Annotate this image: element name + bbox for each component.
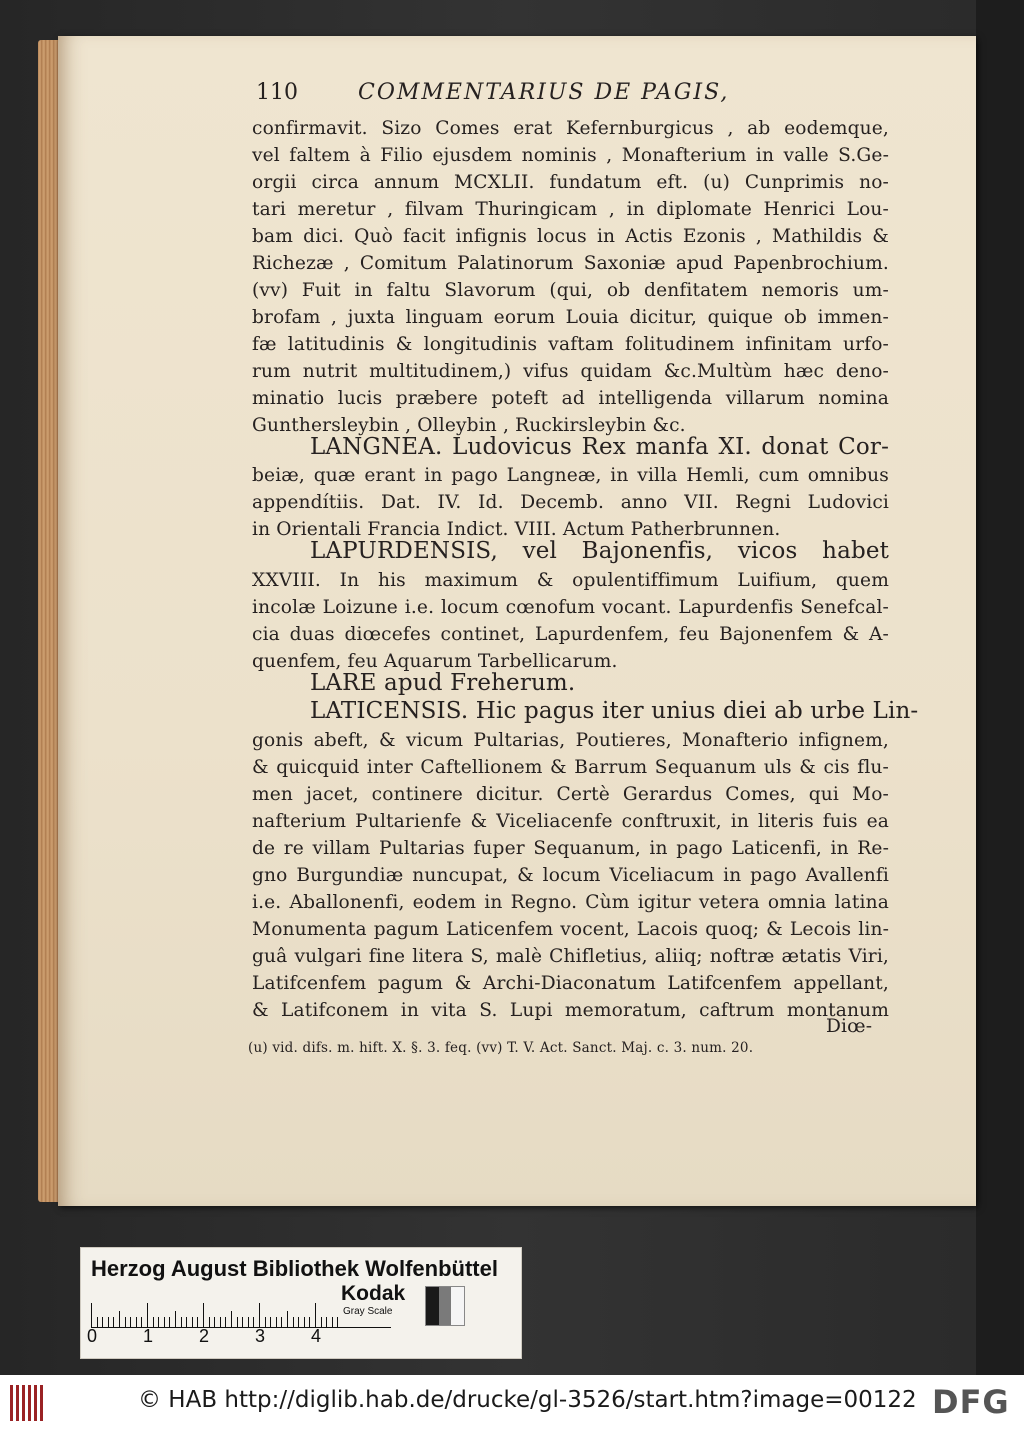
ruler-tick [293, 1317, 294, 1327]
text-line: in Orientali Francia Indict. VIII. Actum Patherbrunnen. [252, 519, 781, 540]
gray-scale-patch [425, 1286, 465, 1326]
kodak-logo: Kodak [341, 1282, 406, 1305]
ruler-tick [220, 1317, 221, 1327]
ruler-tick [242, 1317, 243, 1327]
footnotes: (u) vid. difs. m. hift. X. §. 3. feq. (vv) T. V. Act. Sanct. Maj. c. 3. num. 20. [248, 1040, 754, 1056]
scale-ruler-card [80, 1247, 522, 1359]
text-line: Latifcenfem pagum & Archi-Diaconatum Latifcenfem appellant, [252, 973, 889, 994]
footer-bar [0, 1375, 1024, 1430]
text-line: tari meretur , filvam Thuringicam , in diplomate Henrici Lou- [252, 199, 889, 220]
entry-langnea: LANGNEA. Ludovicus Rex manfa XI. donat Cor- [310, 434, 889, 460]
ruler-tick [125, 1317, 126, 1327]
text-line: i.e. Aballonenfi, eodem in Regno. Cùm igitur vetera omnia latina [252, 892, 889, 913]
ruler-tick [102, 1317, 103, 1327]
scale-number: 1 [143, 1326, 154, 1346]
ruler-tick [147, 1303, 148, 1327]
text-line: cia duas diœcefes continet, Lapurdenfem, feu Bajonenfem & A- [252, 624, 889, 645]
ruler-tick [237, 1317, 238, 1327]
text-line: Richezæ , Comitum Palatinorum Saxoniæ apud Papenbrochium. [252, 253, 889, 274]
ruler-tick [248, 1317, 249, 1327]
text-line: de re villam Pultarias fuper Sequanum, in pago Laticenfi, in Re- [252, 838, 889, 859]
text-line: XXVIII. In his maximum & opulentiffimum Luifium, quem [252, 570, 889, 591]
scale-number: 3 [255, 1326, 266, 1346]
text-line: beiæ, quæ erant in pago Langneæ, in villa Hemli, cum omnibus [252, 465, 889, 486]
running-title: COMMENTARIUS DE PAGIS, [358, 80, 730, 105]
ruler-tick [337, 1317, 338, 1327]
ruler-tick [214, 1317, 215, 1327]
ruler-tick [203, 1303, 204, 1327]
ruler-tick [136, 1317, 137, 1327]
ruler-tick [158, 1317, 159, 1327]
text-line: rum nutrit multitudinem,) vifus quidam &c.Multùm hæc deno- [252, 361, 889, 382]
ruler-tick [332, 1317, 333, 1327]
text-line: & quicquid inter Caftellionem & Barrum Sequanum uls & cis flu- [252, 757, 889, 778]
hab-logo-icon [10, 1385, 46, 1421]
ruler-tick [315, 1303, 316, 1327]
ruler-tick [186, 1317, 187, 1327]
ruler-tick [181, 1317, 182, 1327]
text-line: & Latifconem in vita S. Lupi memoratum, caftrum montanum [252, 1000, 889, 1021]
ruler-tick [276, 1317, 277, 1327]
text-line: fæ latitudinis & longitudinis vaftam folitudinem infinitam urfo- [252, 334, 889, 355]
text-line: brofam , juxta linguam eorum Louia dicitur, quique ob immen- [252, 307, 889, 328]
text-line: quenfem, feu Aquarum Tarbellicarum. [252, 651, 618, 672]
text-line: appendítiis. Dat. IV. Id. Decemb. anno VII. Regni Ludovici [252, 492, 889, 513]
text-line: minatio lucis præbere poteft ad intelligenda villarum nomina [252, 388, 889, 409]
ruler-tick [164, 1317, 165, 1327]
ruler-tick [326, 1317, 327, 1327]
text-line: gno Burgundiæ nuncupat, & locum Viceliacum in pago Avallenfi [252, 865, 889, 886]
text-line: men jacet, continere dicitur. Certè Gerardus Comes, qui Mo- [252, 784, 889, 805]
ruler-tick [175, 1311, 176, 1327]
catchword: Diœ- [826, 1016, 873, 1037]
scale-number: 4 [311, 1326, 322, 1346]
ruler-tick [130, 1317, 131, 1327]
text-line: bam dici. Quò facit infignis locus in Actis Ezonis , Mathildis & [252, 226, 889, 247]
entry-lapurdensis: LAPURDENSIS, vel Bajonenfis, vicos habet [310, 538, 889, 564]
text-line: Gunthersleybin , Olleybin , Ruckirsleybin &c. [252, 415, 686, 436]
ruler-tick [231, 1311, 232, 1327]
page-number: 110 [256, 80, 298, 105]
scale-number: 0 [87, 1326, 98, 1346]
text-line: guâ vulgari fine litera S, malè Chifletius, aliiq; noftræ ætatis Viri, [252, 946, 889, 967]
text-line: orgii circa annum MCXLII. fundatum eft. (u) Cunprimis no- [252, 172, 889, 193]
dfg-logo: DFG [932, 1383, 1010, 1421]
text-line: nafterium Pultarienfe & Viceliacenfe conftruxit, in literis fuis ea [252, 811, 889, 832]
ruler-tick [270, 1317, 271, 1327]
text-line: (vv) Fuit in faltu Slavorum (qui, ob denfitatem nemoris um- [252, 280, 889, 301]
library-label: Herzog August Bibliothek Wolfenbüttel [91, 1256, 498, 1281]
text-line: incolæ Loizune i.e. locum cœnofum vocant. Lapurdenfis Senefcal- [252, 597, 889, 618]
ruler-tick [169, 1317, 170, 1327]
ruler-tick [192, 1317, 193, 1327]
scan-right-margin [976, 0, 1024, 1375]
ruler-tick [298, 1317, 299, 1327]
entry-laticensis: LATICENSIS. Hic pagus iter unius diei ab urbe Lin- [310, 698, 919, 724]
ruler-tick [304, 1317, 305, 1327]
ruler-tick [108, 1317, 109, 1327]
running-head [256, 80, 886, 105]
ruler-tick [225, 1317, 226, 1327]
ruler-tick [113, 1317, 114, 1327]
text-line: confirmavit. Sizo Comes erat Kefernburgicus , ab eodemque, [252, 118, 889, 139]
entry-lare: LARE apud Freherum. [310, 670, 576, 696]
ruler-tick [119, 1311, 120, 1327]
text-line: vel faltem à Filio ejusdem nominis , Monafterium in valle S.Ge- [252, 145, 889, 166]
ruler-tick [259, 1303, 260, 1327]
ruler-tick [287, 1311, 288, 1327]
gray-scale-label: Gray Scale [343, 1306, 393, 1317]
ruler-tick [91, 1303, 92, 1327]
text-line: Monumenta pagum Laticenfem vocent, Lacois quoq; & Lecois lin- [252, 919, 889, 940]
ruler-tick [281, 1317, 282, 1327]
text-line: gonis abeft, & vicum Pultarias, Poutieres, Monafterio infignem, [252, 730, 889, 751]
scale-number: 2 [199, 1326, 210, 1346]
copyright-url[interactable]: © HAB http://diglib.hab.de/drucke/gl-3526/start.htm?image=00122 [138, 1387, 917, 1413]
